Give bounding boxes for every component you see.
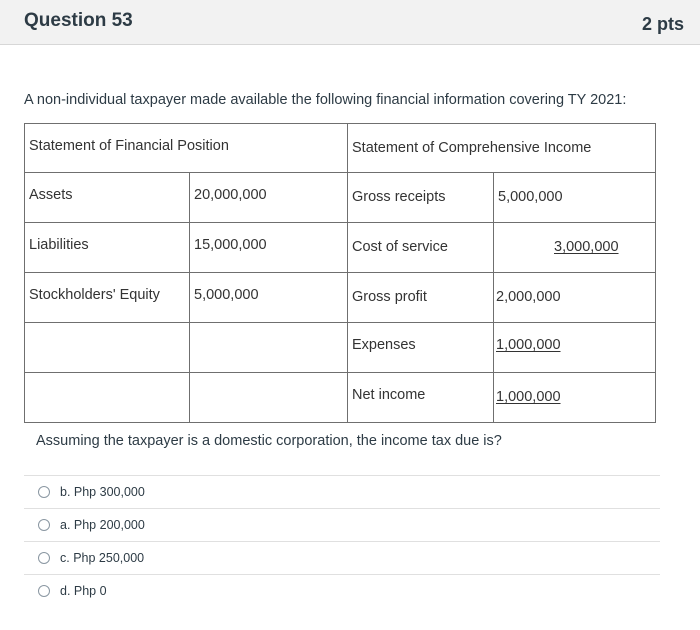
table-cell-liabilities-label: Liabilities [24, 222, 190, 273]
table-cell-expenses-label: Expenses [347, 322, 494, 373]
question-header [0, 0, 700, 45]
table-cell-gross-receipts-label: Gross receipts [347, 172, 494, 223]
table-cell-gross-profit-label: Gross profit [347, 272, 494, 323]
question-body [0, 45, 700, 630]
financial-info-table [24, 123, 656, 423]
financial-position-header-cell [24, 123, 348, 173]
comprehensive-income-header: Statement of Comprehensive Income [352, 140, 592, 156]
radio-icon[interactable] [38, 585, 50, 597]
answer-option-b[interactable] [24, 475, 660, 509]
question-title: Question 53 [24, 10, 133, 31]
table-cell-net-income-label: Net income [347, 372, 494, 423]
answer-label: d. Php 0 [60, 584, 107, 598]
comprehensive-income-header-cell [347, 123, 656, 173]
answer-label: a. Php 200,000 [60, 518, 145, 532]
question-prompt: A non-individual taxpayer made available the following financial information covering TY 2021: [24, 92, 627, 108]
financial-position-header: Statement of Financial Position [29, 138, 229, 154]
answer-label: c. Php 250,000 [60, 551, 145, 565]
table-cell-net-income-value: 1,000,000 [493, 372, 656, 423]
table-cell-equity-label: Stockholders' Equity [24, 272, 190, 323]
answer-option-c[interactable] [24, 541, 660, 575]
answer-option-d[interactable] [24, 574, 660, 608]
table-cell-empty [24, 322, 190, 373]
table-cell-cost-of-service-value: 3,000,000 [493, 222, 656, 273]
table-cell-empty [189, 372, 348, 423]
question-followup: Assuming the taxpayer is a domestic corporation, the income tax due is? [36, 433, 502, 449]
table-cell-empty [24, 372, 190, 423]
table-cell-gross-receipts-value: 5,000,000 [493, 172, 656, 223]
table-cell-assets-label: Assets [24, 172, 190, 223]
answer-option-a[interactable] [24, 508, 660, 542]
radio-icon[interactable] [38, 486, 50, 498]
radio-icon[interactable] [38, 552, 50, 564]
table-cell-assets-value: 20,000,000 [189, 172, 348, 223]
table-cell-cost-of-service-label: Cost of service [347, 222, 494, 273]
table-cell-equity-value: 5,000,000 [189, 272, 348, 323]
question-points: 2 pts [641, 14, 684, 34]
table-cell-empty [189, 322, 348, 373]
table-cell-expenses-value: 1,000,000 [493, 322, 656, 373]
radio-icon[interactable] [38, 519, 50, 531]
table-cell-gross-profit-value: 2,000,000 [493, 272, 656, 323]
table-cell-liabilities-value: 15,000,000 [189, 222, 348, 273]
answer-label: b. Php 300,000 [60, 485, 145, 499]
